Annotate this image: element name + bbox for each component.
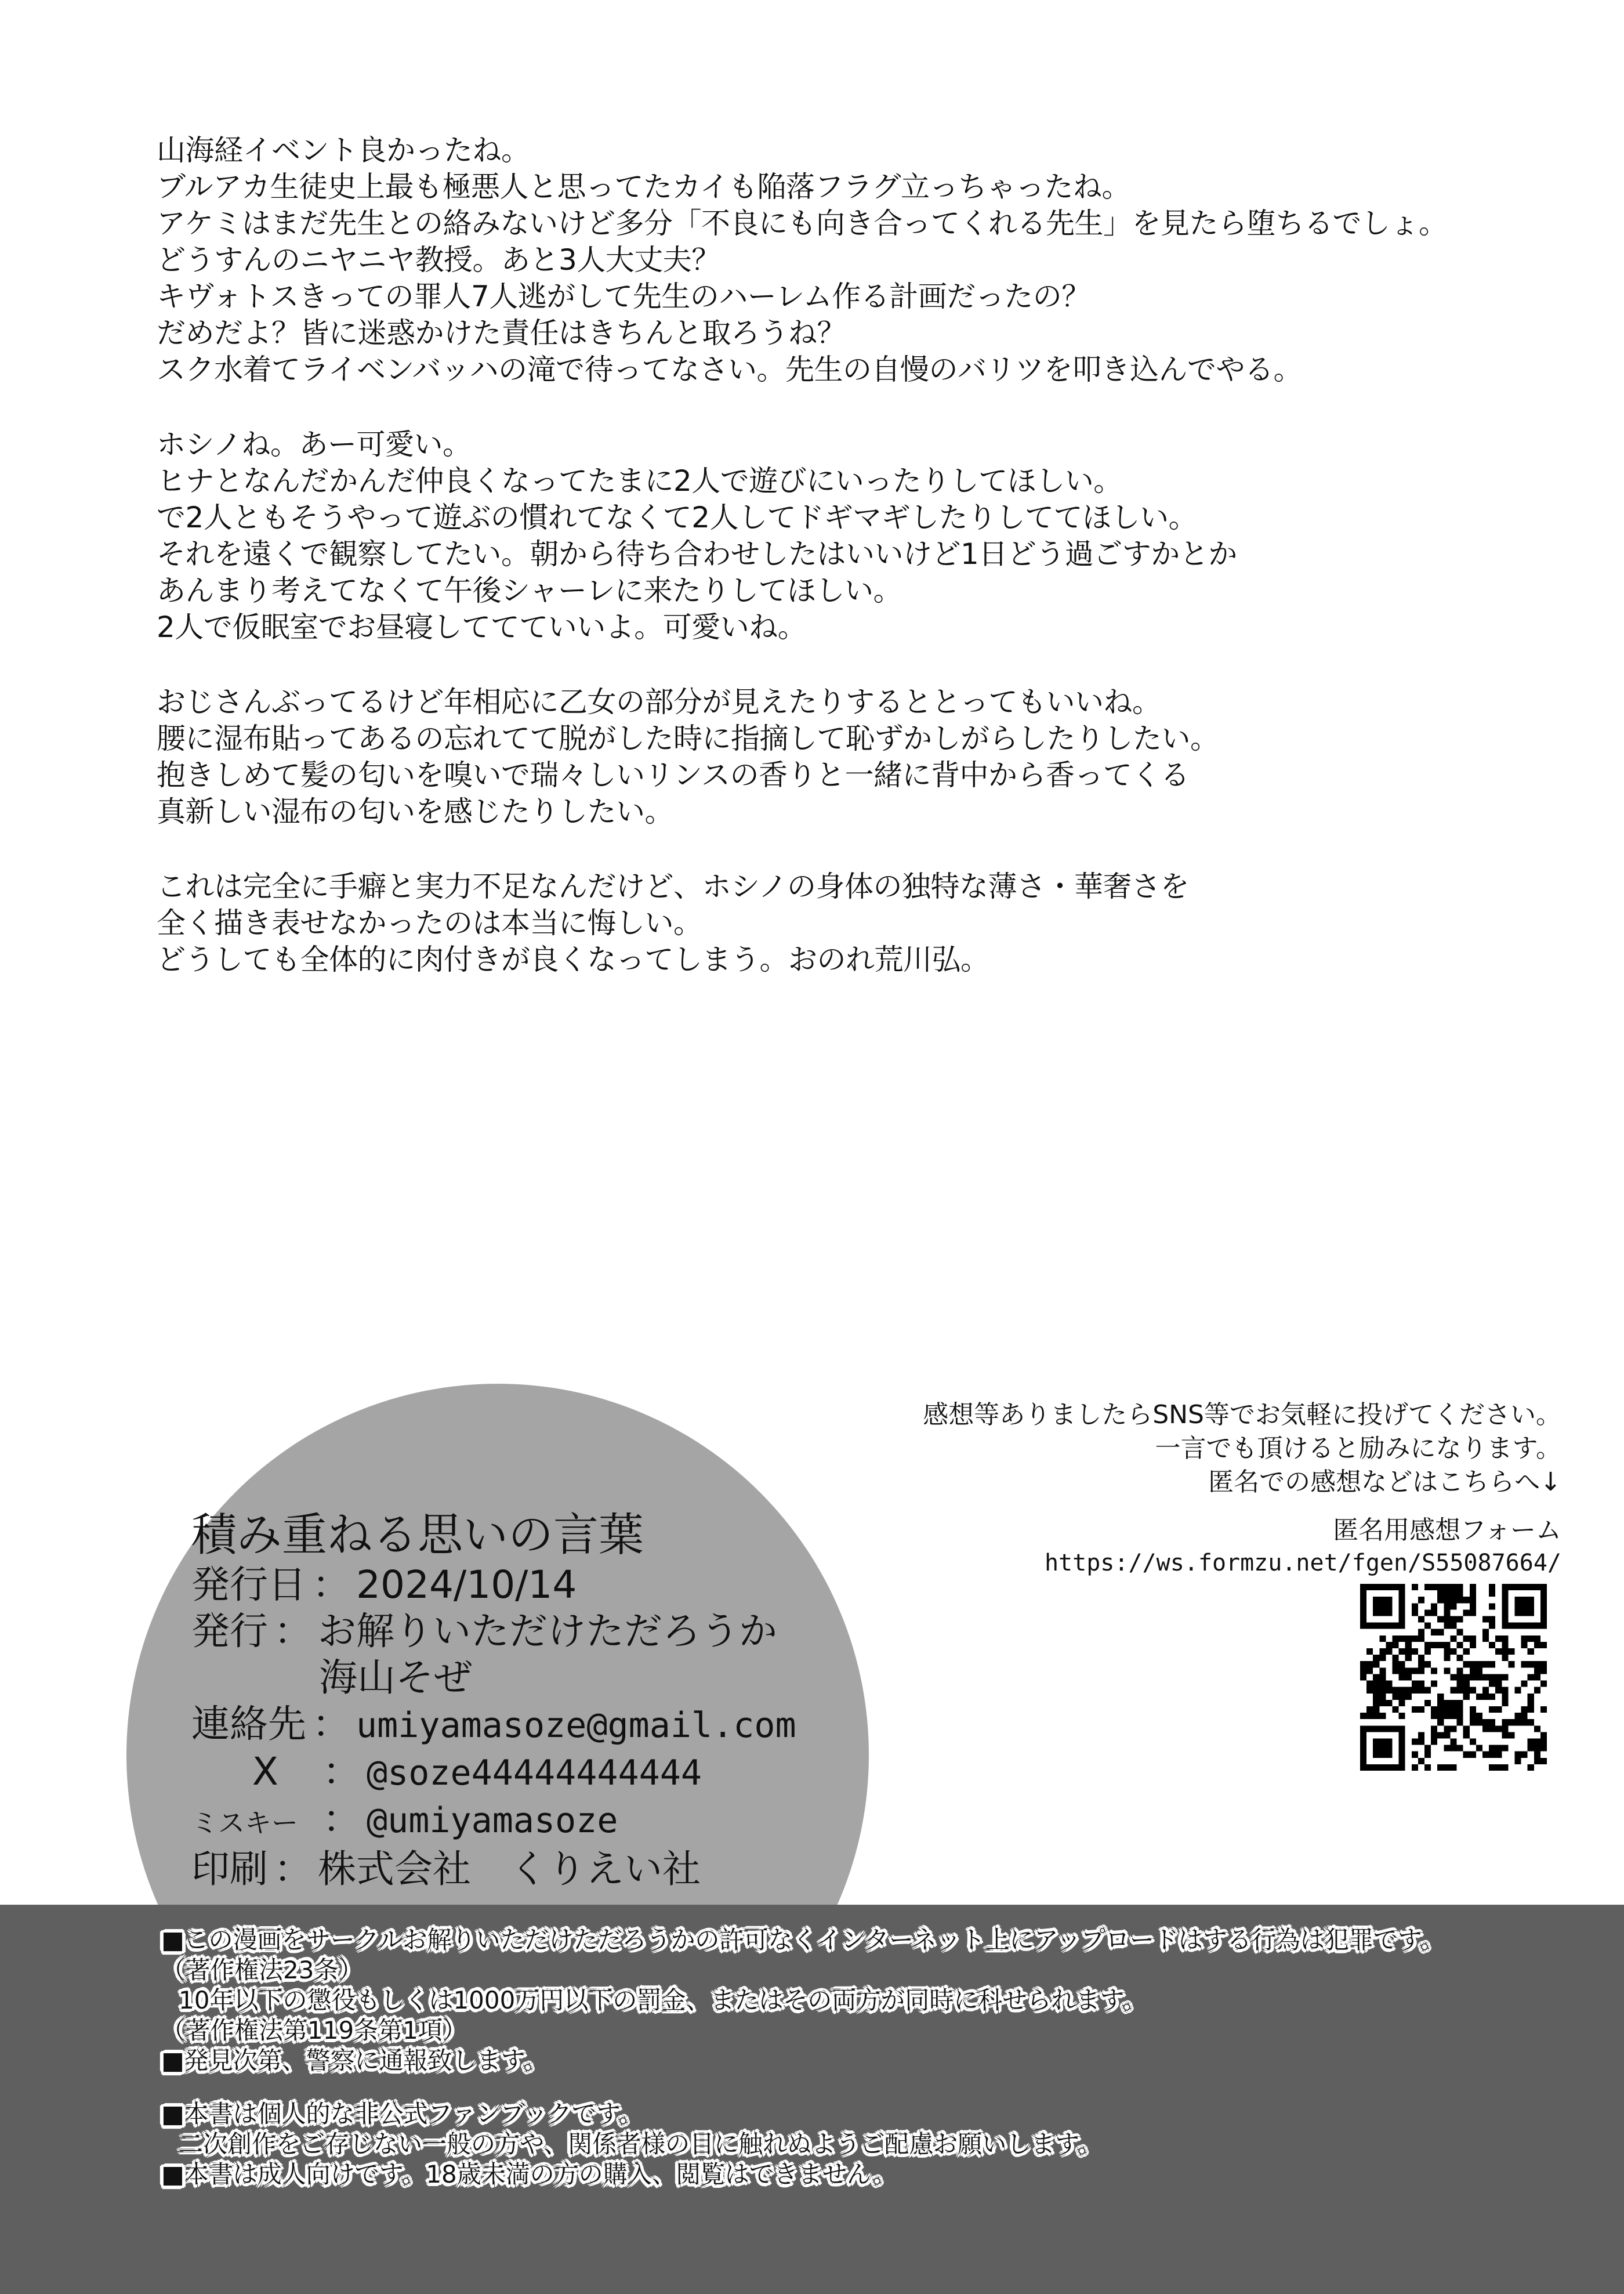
x-handle[interactable]: @soze44444444444 [367,1753,702,1793]
contact-row [191,1701,1003,1749]
paragraph [157,426,1491,646]
paragraph [157,684,1491,830]
text-line: これは完全に手癖と実力不足なんだけど、ホシノの身体の独特な薄さ・華奢さを [157,870,1189,903]
text-line: アケミはまだ先生との絡みないけど多分「不良にも向き合ってくれる先生」を見たら堕ちるでしょ。 [157,207,1448,240]
text-line: あんまり考えてなくて午後シャーレに来たりしてほしい。 [157,574,902,607]
text-line: 抱きしめて髪の匂いを嗅いで瑞々しいリンスの香りと一緒に背中から香ってくる [157,758,1190,792]
printer-row [191,1846,1003,1893]
x-key: X [252,1749,278,1794]
notice-line: ■この漫画をサークルお解りいただけただろうかの許可なくインターネット上にアップロードはする行為は犯罪です。 [161,1926,1445,1954]
text-line: 真新しい湿布の匂いを感じたりしたい。 [157,795,673,828]
contact-email[interactable]: umiyamasoze@gmail.com [356,1705,796,1746]
text-line: どうすんのニヤニヤ教授。あと3人大丈夫？ [157,243,720,277]
feedback-form-label: 匿名用感想フォーム [1333,1515,1561,1545]
publish-date: 2024/10/14 [356,1562,577,1607]
separator: ： [312,1562,350,1607]
text-line: だめだよ？皆に迷惑かけた責任はきちんと取ろうね？ [157,316,846,350]
separator: ： [274,1609,312,1653]
text-line: どうしても全体的に肉付きが良くなってしまう。おのれ荒川弘。 [157,943,989,976]
qr-code-icon[interactable] [1360,1584,1547,1771]
sns-message [923,1398,1561,1499]
misskey-handle[interactable]: @umiyamasoze [367,1800,618,1841]
sns-line: 匿名での感想などはこちらへ↓ [1208,1467,1561,1497]
text-line: で2人ともそうやって遊ぶの慣れてなくて2人してドギマギしたりしててほしい。 [157,501,1198,534]
printer-key: 印刷 [191,1847,268,1891]
text-line: 腰に湿布貼ってあるの忘れてて脱がした時に指摘して恥ずかしがらしたりしたい。 [157,722,1219,755]
separator: ： [284,1749,361,1794]
text-line: 山海経イベント良かったね。 [157,133,530,167]
notice-line: ■本書は個人的な非公式ファンブックです。 [161,2100,643,2128]
notice-line: 10年以下の懲役もしくは1000万円以下の罰金、またはその両方が同時に科せられます。 [179,1986,1147,2014]
misskey-row [191,1796,1003,1846]
sns-line: 一言でも頂けると励みになります。 [1155,1434,1561,1463]
paragraph [157,869,1491,978]
notice-line: （著作権法第119条第1項） [161,2016,467,2045]
publisher-row [191,1608,1003,1655]
author-row [191,1655,1003,1701]
text-line: キヴォトスきっての罪人7人逃がして先生のハーレム作る計画だったの？ [157,280,1090,313]
circle-name: お解りいただけただろうか [318,1609,777,1653]
text-line: ブルアカ生徒史上最も極悪人と思ってたカイも陥落フラグ立っちゃったね。 [157,170,1130,204]
separator: ： [284,1797,361,1841]
fanbook-notice [161,2099,1600,2190]
book-title: 積み重ねる思いの言葉 [191,1509,644,1561]
misskey-key: ミスキー [191,1807,298,1839]
separator: ： [274,1847,312,1891]
separator: ： [312,1702,350,1746]
notice-line: ■本書は成人向けです。18歳未満の方の購入、閲覧はできません。 [161,2160,897,2188]
paragraph [157,132,1491,388]
publish-date-key: 発行日 [191,1562,306,1607]
publish-date-row [191,1562,1003,1608]
x-row [191,1749,1003,1796]
publisher-key: 発行 [191,1609,268,1653]
afterword-text [157,132,1491,1016]
printer-name: 株式会社 くりえい社 [318,1847,701,1891]
text-line: 2人で仮眠室でお昼寝しててていいよ。可愛いね。 [157,610,807,644]
text-line: 全く描き表せなかったのは本当に悔しい。 [157,906,702,940]
feedback-form-url[interactable]: https://ws.formzu.net/fgen/S55087664/ [1044,1550,1561,1576]
notice-line: 二次創作をご存じない一般の方や、関係者様の目に触れぬようご配慮お願いします。 [179,2130,1102,2158]
text-line: おじさんぶってるけど年相応に乙女の部分が見えたりするととってもいいね。 [157,685,1161,719]
text-line: ホシノね。あー可愛い。 [157,428,472,461]
author-name: 海山そぜ [319,1655,472,1700]
copyright-notice [161,1925,1600,2076]
colophon [191,1508,1003,1893]
text-line: ヒナとなんだかんだ仲良くなってたまに2人で遊びにいったりしてほしい。 [157,464,1122,498]
sns-line: 感想等ありましたらSNS等でお気軽に投げてください。 [923,1400,1561,1430]
text-line: スク水着てライベンバッハの滝で待ってなさい。先生の自慢のバリツを叩き込んでやる。 [157,353,1302,386]
notice-line: （著作権法23条） [161,1956,363,1984]
text-line: それを遠くで観察してたい。朝から待ち合わせしたはいいけど1日どう過ごすかとか [157,537,1237,571]
notice-line: ■発見次第、警察に通報致します。 [161,2046,548,2075]
contact-key: 連絡先 [191,1702,306,1746]
legal-notices [161,1925,1600,2213]
